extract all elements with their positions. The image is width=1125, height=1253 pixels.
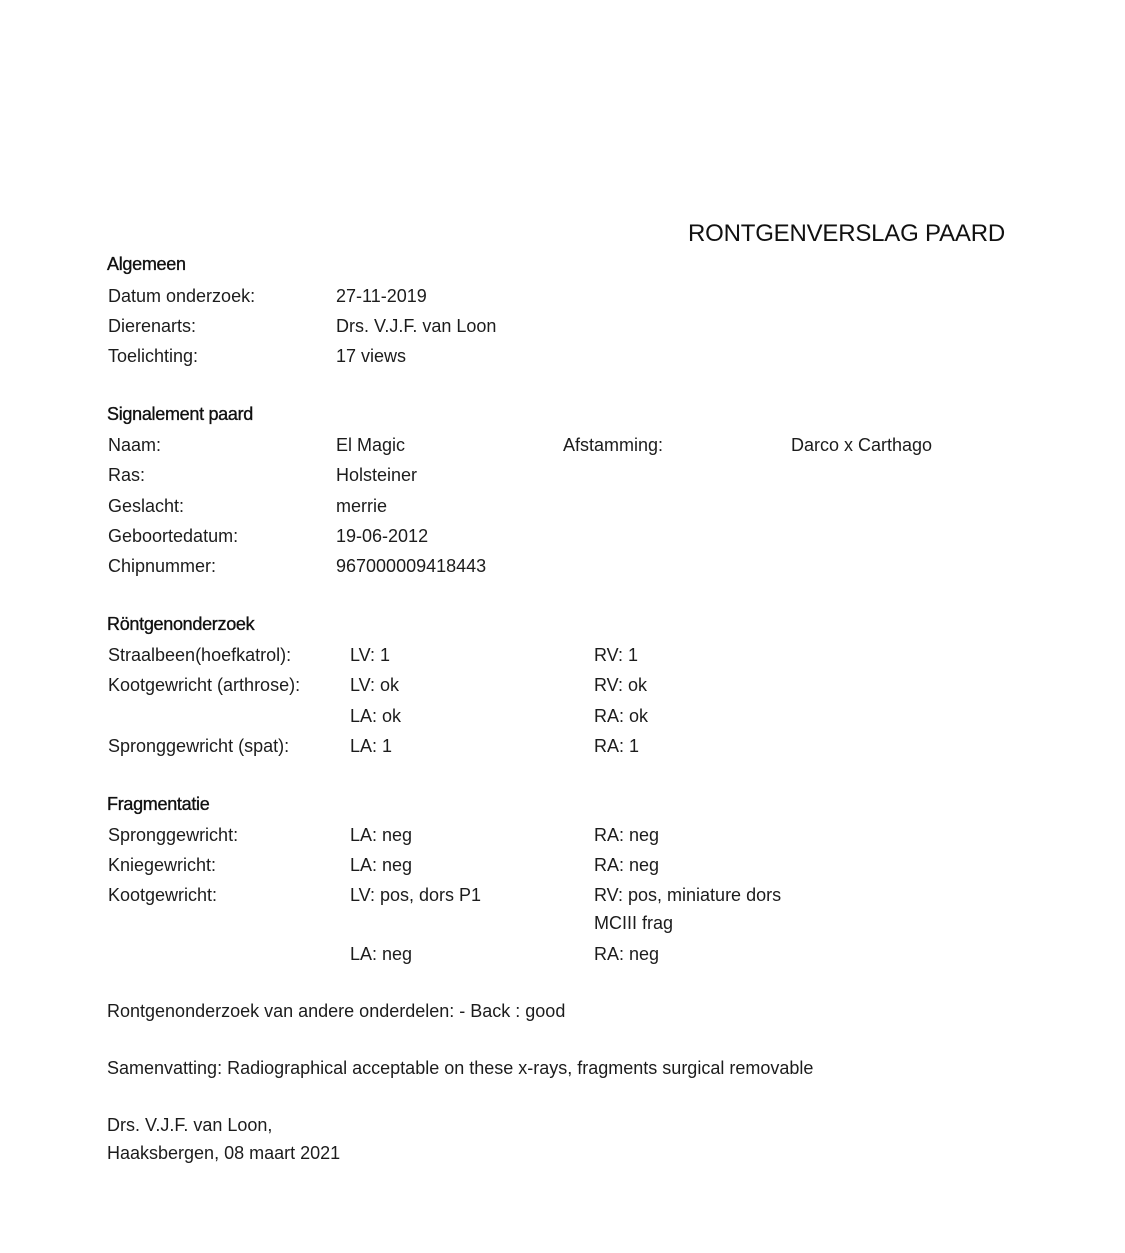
label-frag-kootgewricht: Kootgewricht: (108, 885, 218, 905)
label-geboortedatum: Geboortedatum: (108, 526, 239, 546)
value-spronggewricht-spat-left: LA: 1 (350, 736, 393, 756)
value-ras: Holsteiner (336, 465, 418, 485)
value-frag-kootgewricht-hind-left: LA: neg (350, 944, 413, 964)
value-datum-onderzoek: 27-11-2019 (336, 286, 427, 306)
value-kootgewricht-arthrose-hind-right: RA: ok (594, 706, 649, 726)
section-heading-signalement: Signalement paard (107, 404, 254, 424)
value-naam: El Magic (336, 435, 406, 455)
label-afstamming: Afstamming: (563, 435, 664, 455)
value-frag-spronggewricht-right: RA: neg (594, 825, 660, 845)
signature-place-date: Haaksbergen, 08 maart 2021 (107, 1143, 341, 1163)
value-geboortedatum: 19-06-2012 (336, 526, 429, 546)
section-heading-algemeen: Algemeen (107, 254, 186, 274)
summary-line: Samenvatting: Radiographical acceptable on these x-rays, fragments surgical removable (107, 1058, 814, 1078)
value-kootgewricht-arthrose-right: RV: ok (594, 675, 648, 695)
signature-name: Drs. V.J.F. van Loon, (107, 1115, 273, 1135)
value-frag-spronggewricht-left: LA: neg (350, 825, 413, 845)
value-frag-kootgewricht-right: RV: pos, miniature dors (594, 885, 782, 905)
label-straalbeen: Straalbeen(hoefkatrol): (108, 645, 292, 665)
label-geslacht: Geslacht: (108, 496, 185, 516)
value-kootgewricht-arthrose-hind-left: LA: ok (350, 706, 402, 726)
value-dierenarts: Drs. V.J.F. van Loon (336, 316, 497, 336)
value-chipnummer: 967000009418443 (336, 556, 487, 576)
value-straalbeen-left: LV: 1 (350, 645, 391, 665)
value-toelichting: 17 views (336, 346, 407, 366)
value-frag-kootgewricht-left: LV: pos, dors P1 (350, 885, 482, 905)
label-dierenarts: Dierenarts: (108, 316, 197, 336)
label-datum-onderzoek: Datum onderzoek: (108, 286, 256, 306)
label-ras: Ras: (108, 465, 146, 485)
value-frag-kniegewricht-right: RA: neg (594, 855, 660, 875)
value-frag-kootgewricht-hind-right: RA: neg (594, 944, 660, 964)
value-geslacht: merrie (336, 496, 388, 516)
section-heading-rontgenonderzoek: Röntgenonderzoek (107, 614, 255, 634)
label-kootgewricht-arthrose: Kootgewricht (arthrose): (108, 675, 301, 695)
value-frag-kniegewricht-left: LA: neg (350, 855, 413, 875)
label-spronggewricht-spat: Spronggewricht (spat): (108, 736, 290, 756)
value-afstamming: Darco x Carthago (791, 435, 933, 455)
document-title: RONTGENVERSLAG PAARD (688, 220, 1005, 247)
label-frag-spronggewricht: Spronggewricht: (108, 825, 239, 845)
section-heading-fragmentatie: Fragmentatie (107, 794, 210, 814)
value-kootgewricht-arthrose-left: LV: ok (350, 675, 400, 695)
value-spronggewricht-spat-right: RA: 1 (594, 736, 640, 756)
label-naam: Naam: (108, 435, 162, 455)
value-frag-kootgewricht-right-cont: MCIII frag (594, 913, 674, 933)
label-frag-kniegewricht: Kniegewricht: (108, 855, 217, 875)
other-parts-line: Rontgenonderzoek van andere onderdelen: - Back : good (107, 1001, 566, 1021)
value-straalbeen-right: RV: 1 (594, 645, 639, 665)
label-toelichting: Toelichting: (108, 346, 199, 366)
label-chipnummer: Chipnummer: (108, 556, 217, 576)
